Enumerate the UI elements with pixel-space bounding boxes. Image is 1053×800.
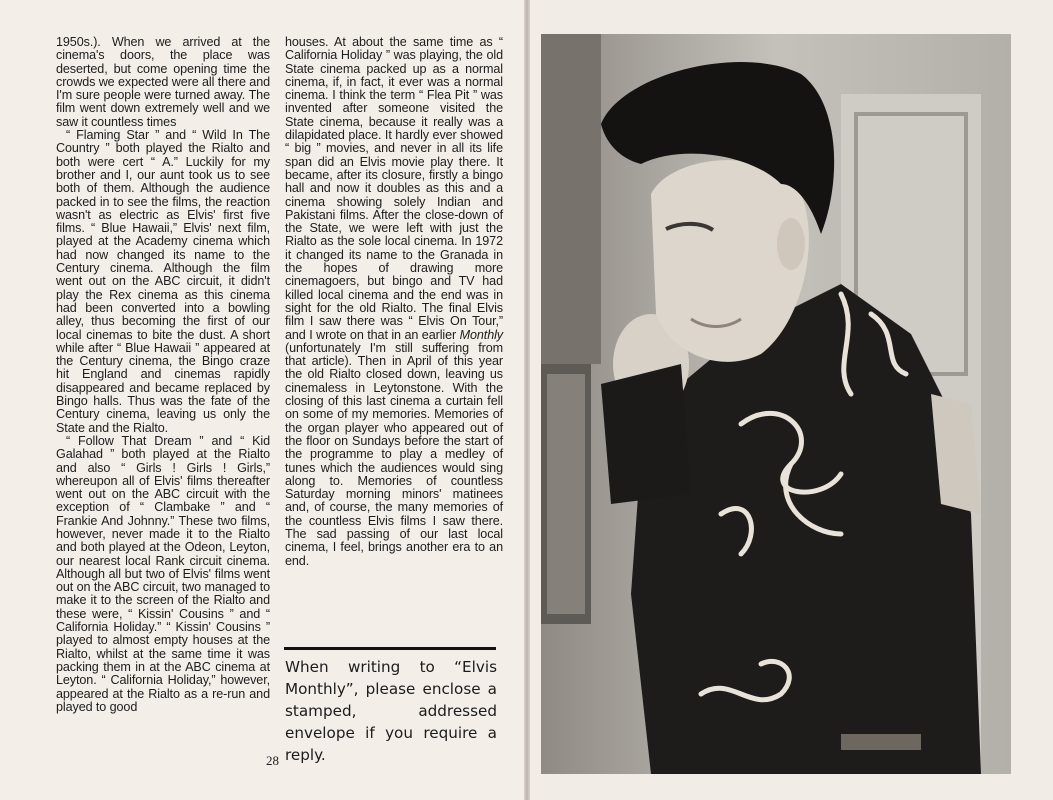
text-column-1 [56,36,270,714]
photo-icon [541,34,1011,774]
reply-notice: When writing to “Elvis Monthly”, please enclose a stamped, addressed envelope if you require a reply. [285,658,497,764]
left-page [0,0,524,800]
notice-divider [284,647,496,650]
italic-title: Monthly [459,327,503,342]
paragraph: 1950s.). When we arrived at the cinema's doors, the place was deserted, but come opening time the crowds we expected were all there and I'm sure people were turned away. The film went down extremely well and we saw it countless times [56,35,271,129]
text-column-2 [285,36,503,568]
page-number: 28 [266,753,279,768]
paragraph: “ Flaming Star ” and “ Wild In The Country ” both played the Rialto and both were cert “ A.” Luckily for my brother and I, our aunt took us to see both of them. Although the audience packed in to see the films, the reaction wasn't as electric as Elvis' first five films. “ Blue Hawaii,” Elvis' next film, played at the Academy cinema which had now changed its name to the Century cinema. Although the film went out on the ABC circuit, it didn't play the Rex cinema as this cinema had been converted into a bowling alley, thus becoming the first of our local cinemas to bite the dust. A short while after “ Blue Hawaii ” appeared at the Century cinema, the Bingo craze hit England and cinemas rapidly disappeared and became replaced by Bingo halls. Thus was the fate of the Century cinema, leaving us only the State and the Rialto. [56,128,270,435]
paragraph-text: (unfortunately I'm still suffering from that article). Then in April of this year the old Rialto closed down, leaving us cinemaless in Leytonstone. With the closing of this last cinema a curtain fell on some of my memories. Memories of the organ player who appeared out of the floor on Sundays before the start of the programme to play a medley of tunes which the audiences would sing along to. Memories of countless Saturday morning minors' matinees and, of course, the many memories of the countless Elvis films I saw there. The sad passing of our last local cinema, I feel, brings another era to an end. [285,340,503,568]
paragraph-text: houses. At about the same time as “ California Holiday ” was playing, the old State cinema packed up as a normal cinema, if, in fact, it ever was a normal cinema. I think the term “ Flea Pit ” was invented after someone visited the State cinema, because it really was a dilapidated place. It hardly ever showed “ big ” movies, and never in all its life span did an Elvis movie play there. It became, after its closure, firstly a bingo hall and now it doubles as this and a cinema showing solely Indian and Pakistani films. After the close-down of the State, we were left with just the Rialto as the sole local cinema. In 1972 it changed its name to the Granada in the hopes of drawing more cinemagoers, but bingo and TV had killed local cinema and the end was in sight for the old Rialto. The final Elvis film I saw there was “ Elvis On Tour,” and I wrote on that in an earlier [285,35,503,342]
paragraph [285,36,503,568]
paragraph: “ Follow That Dream ” and “ Kid Galahad ” both played at the Rialto and also “ Girls ! Girls ! Girls,” whereupon all of Elvis' films thereafter went out on the ABC circuit with the exception of “ Clambake ” and “ Frankie And Johnny.” These two films, however, never made it to the Rialto and both played at the Odeon, Leyton, our nearest local Rank circuit cinema. Although all but two of Elvis' films went out on the ABC circuit, two managed to make it to the screen of the Rialto and these were, “ Kissin' Cousins ” and “ California Holiday.” “ Kissin' Cousins ” played to almost empty houses at the Rialto, whilst at the same time it was packing them in at the ABC cinema at Leyton. “ California Holiday,” however, appeared at the Rialto as a re-run and played to good [56,433,270,714]
elvis-photo [541,34,1011,774]
